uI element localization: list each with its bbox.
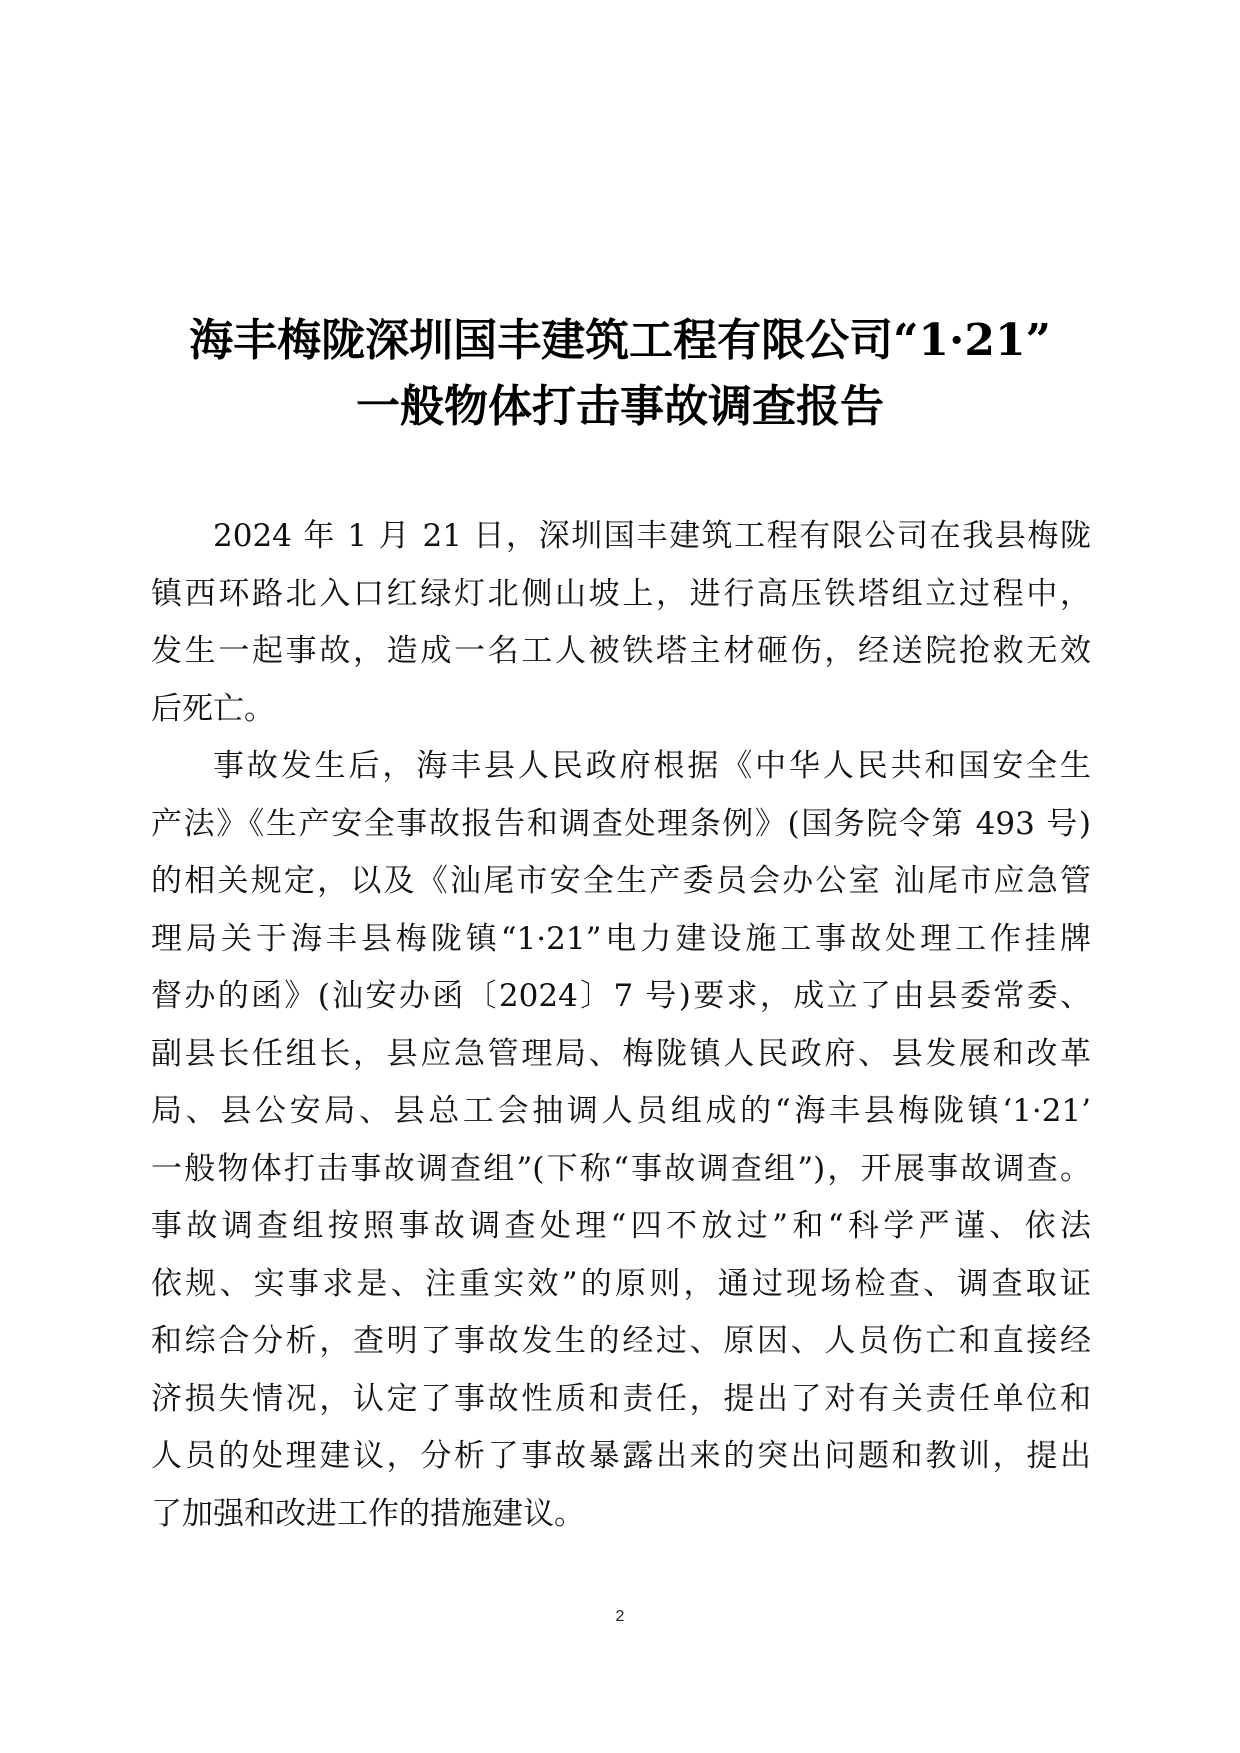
paragraph-line: 督办的函》(汕安办函〔2024〕7 号)要求，成立了由县委常委、 [151,978,1091,1014]
paragraph-line: 依规、实事求是、注重实效”的原则，通过现场检查、调查取证 [151,1265,1091,1302]
paragraph-2 [151,738,1091,1543]
paragraph-line: 副县长任组长，县应急管理局、梅陇镇人民政府、县发展和改革 [151,1035,1091,1072]
paragraph-line: 理局关于海丰县梅陇镇“1·21”电力建设施工事故处理工作挂牌 [151,920,1091,957]
paragraph-line: 局、县公安局、县总工会抽调人员组成的“海丰县梅陇镇‘1·21’ [151,1093,1091,1129]
title-line-1: 海丰梅陇深圳国丰建筑工程有限公司“1·21” [189,315,1051,366]
paragraph-line: 2024 年 1 月 21 日，深圳国丰建筑工程有限公司在我县梅陇 [213,518,1091,554]
paragraph-line: 一般物体打击事故调查组”(下称“事故调查组”)，开展事故调查。 [151,1150,1091,1187]
paragraph-line: 发生一起事故，造成一名工人被铁塔主材砸伤，经送院抢救无效 [151,633,1091,669]
document-body [151,508,1091,1543]
paragraph-line: 和综合分析，查明了事故发生的经过、原因、人员伤亡和直接经 [151,1323,1091,1359]
paragraph-line: 的相关规定，以及《汕尾市安全生产委员会办公室 汕尾市应急管 [151,863,1091,899]
paragraph-1 [151,508,1091,738]
paragraph-line: 镇西环路北入口红绿灯北侧山坡上，进行高压铁塔组立过程中， [151,575,1091,612]
paragraph-line: 人员的处理建议，分析了事故暴露出来的突出问题和教训，提出 [151,1438,1091,1474]
paragraph-line: 事故调查组按照事故调查处理“四不放过”和“科学严谨、依法 [151,1208,1091,1244]
page-number: 2 [615,1608,625,1625]
document-title [100,308,1140,440]
paragraph-line: 产法》《生产安全事故报告和调查处理条例》(国务院令第 493 号) [151,805,1091,842]
paragraph-line: 事故发生后，海丰县人民政府根据《中华人民共和国安全生 [213,748,1091,784]
title-line-2: 一般物体打击事故调查报告 [356,381,884,432]
paragraph-line: 了加强和改进工作的措施建议。 [151,1495,585,1532]
paragraph-line: 后死亡。 [151,690,275,727]
paragraph-line: 济损失情况，认定了事故性质和责任，提出了对有关责任单位和 [151,1380,1091,1417]
